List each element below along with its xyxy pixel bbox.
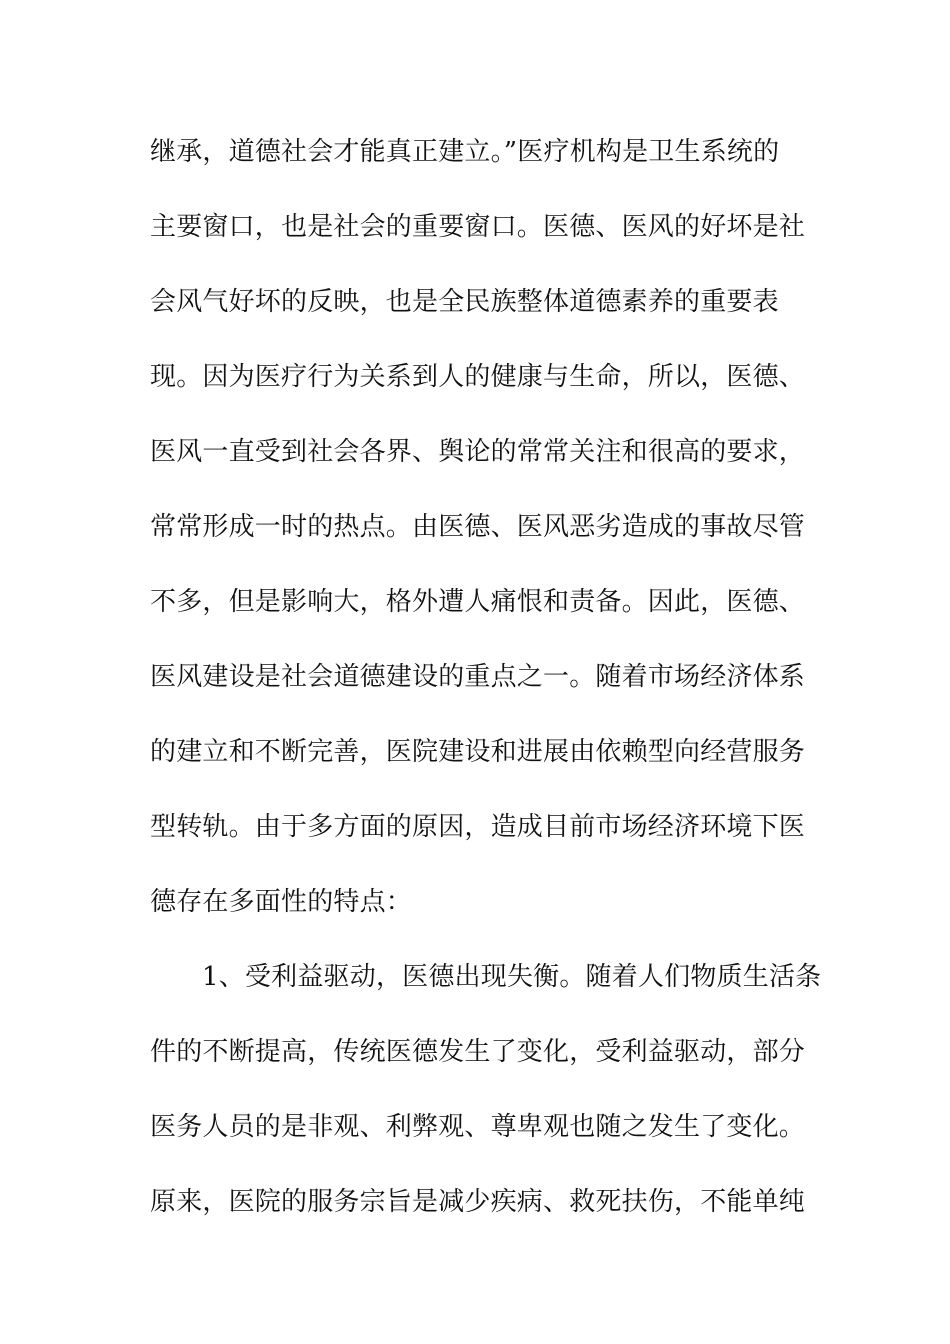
text-line: 医风建设是社会道德建设的重点之一。随着市场经济体系: [150, 662, 806, 692]
paragraph-start-line: 1、受利益驱动，医德出现失衡。随着人们物质生活条: [202, 962, 822, 992]
text-line: 继承，道德社会才能真正建立。”医疗机构是卫生系统的: [150, 137, 780, 167]
text-line: 会风气好坏的反映，也是全民族整体道德素养的重要表: [150, 287, 779, 317]
text-line: 医风一直受到社会各界、舆论的常常关注和很高的要求，: [150, 437, 806, 467]
text-line: 件的不断提高，传统医德发生了变化，受利益驱动，部分: [150, 1037, 806, 1067]
text-line: 主要窗口，也是社会的重要窗口。医德、医风的好坏是社: [150, 212, 806, 242]
text-line: 的建立和不断完善，医院建设和进展由依赖型向经营服务: [150, 737, 806, 767]
text-line: 常常形成一时的热点。由医德、医风恶劣造成的事故尽管: [150, 512, 806, 542]
text-line: 医务人员的是非观、利弊观、尊卑观也随之发生了变化。: [150, 1112, 806, 1142]
text-line: 现。因为医疗行为关系到人的健康与生命，所以，医德、: [150, 362, 806, 392]
body-text: [150, 130, 822, 1255]
text-line: 原来，医院的服务宗旨是减少疾病、救死扶伤，不能单纯: [150, 1187, 806, 1217]
text-line: 德存在多面性的特点：: [150, 887, 413, 917]
text-line: 不多，但是影响大，格外遭人痛恨和责备。因此，医德、: [150, 587, 806, 617]
text-line: 型转轨。由于多方面的原因，造成目前市场经济环境下医: [150, 812, 806, 842]
